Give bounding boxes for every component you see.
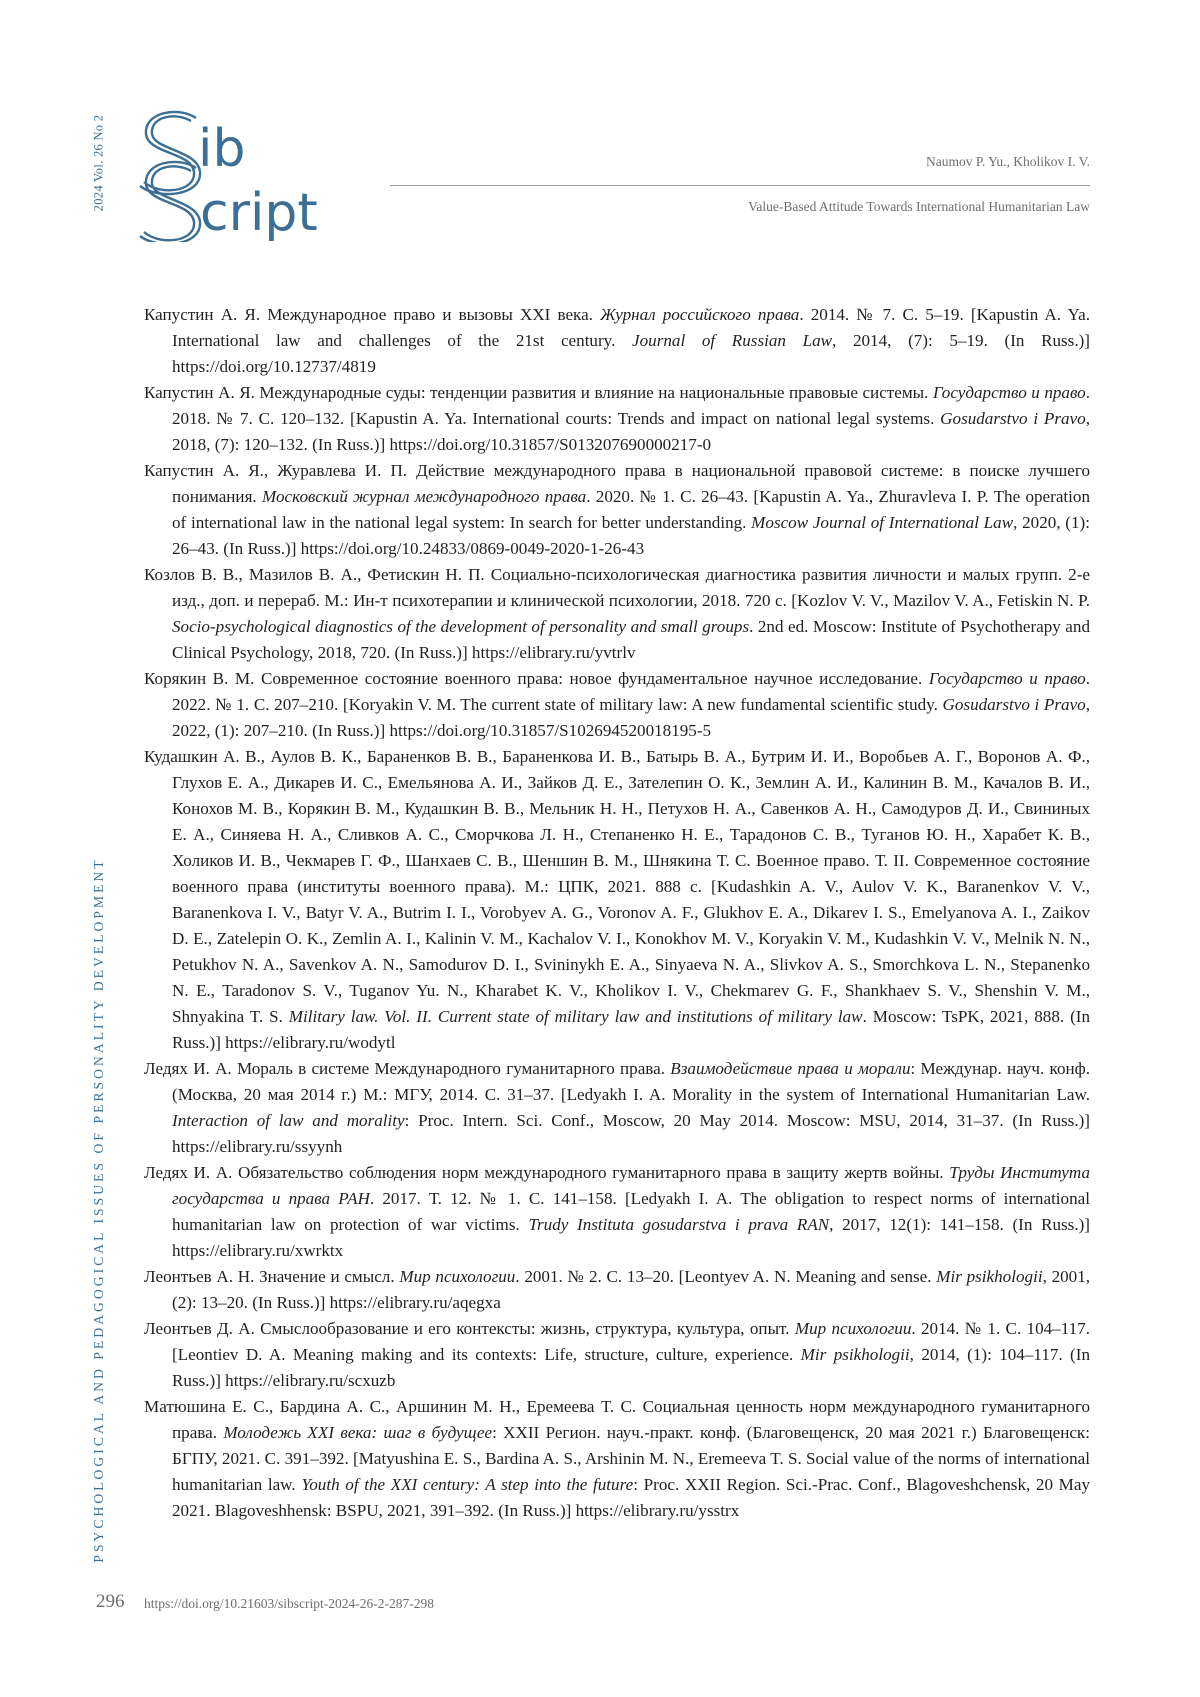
reference-italic: Interaction of law and morality: [172, 1111, 405, 1130]
reference-text: . 2014. № 7. С. 5–19. [Kapustin A. Ya. International law and challenges of the 21st century.: [172, 305, 1090, 350]
reference-text: . 2022. № 1. С. 207–210. [Koryakin V. M. The current state of military law: A new fundamental scientific study.: [172, 669, 1090, 714]
page-number: 296: [96, 1591, 125, 1612]
header-authors: Naumov P. Yu., Kholikov I. V.: [925, 154, 1090, 169]
reference-item: [144, 562, 1090, 666]
reference-text: : Proc. XXII Region. Sci.-Prac. Conf., Blagoveshchensk, 20 May 2021. Blagoveshhensk: BSPU, 2021, 391–392. (In Russ.)] https://elibrary.ru/ysstrx: [172, 1475, 1090, 1520]
reference-text: : Междунар. науч. конф. (Москва, 20 мая 2014 г.) М.: МГУ, 2014. С. 31–37. [Ledyakh I. A. Morality in the system of International Humanitarian Law.: [172, 1059, 1090, 1104]
volume-text: 2024 Vol. 26 No 2: [91, 114, 106, 212]
reference-text: , 2020, (1): 26–43. (In Russ.)] https://doi.org/10.24833/0869-0049-2020-1-26-43: [172, 513, 1090, 558]
reference-italic: Труды Института государства и права РАН: [172, 1163, 1090, 1208]
reference-item: [144, 666, 1090, 744]
reference-text: , 2017, 12(1): 141–158. (In Russ.)] https://elibrary.ru/xwrktx: [172, 1215, 1090, 1260]
reference-item: [144, 380, 1090, 458]
journal-section-text: PSYCHOLOGICAL AND PEDAGOGICAL ISSUES OF PERSONALITY DEVELOPMENT: [91, 857, 106, 1563]
reference-item: [144, 302, 1090, 380]
reference-text: Матюшина Е. С., Бардина А. С., Аршинин М. Н., Еремеева Т. С. Социальная ценность норм международного гуманитарного права.: [144, 1397, 1090, 1442]
logo-cript: cript: [200, 183, 318, 242]
reference-item: [144, 1056, 1090, 1160]
reference-italic: Mir psikhologii: [936, 1267, 1043, 1286]
reference-text: Леонтьев А. Н. Значение и смысл.: [144, 1267, 400, 1286]
reference-italic: Youth of the XXI century: A step into the future: [301, 1475, 634, 1494]
reference-italic: Мир психологии: [794, 1319, 912, 1338]
reference-italic: Moscow Journal of International Law: [751, 513, 1014, 532]
header-divider: [390, 185, 1090, 186]
reference-text: , 2022, (1): 207–210. (In Russ.)] https://doi.org/10.31857/S102694520018195-5: [172, 695, 1090, 740]
reference-text: . 2001. № 2. С. 13–20. [Leontyev A. N. Meaning and sense.: [515, 1267, 937, 1286]
reference-italic: Mir psikhologii: [800, 1345, 910, 1364]
reference-text: . 2017. Т. 12. № 1. С. 141–158. [Ledyakh I. A. The obligation to respect norms of international humanitarian law on protection of war victims.: [172, 1189, 1090, 1234]
reference-text: Леонтьев Д. А. Смыслообразование и его контексты: жизнь, структура, культура, опыт.: [144, 1319, 795, 1338]
reference-text: : Proc. Intern. Sci. Conf., Moscow, 20 May 2014. Moscow: MSU, 2014, 31–37. (In Russ.)] https://elibrary.ru/ssyynh: [172, 1111, 1090, 1156]
references-list: [144, 302, 1090, 1524]
reference-text: Капустин А. Я. Международные суды: тенденции развития и влияние на национальные правовые системы.: [144, 383, 933, 402]
reference-text: Корякин В. М. Современное состояние военного права: новое фундаментальное научное исследование.: [144, 669, 929, 688]
reference-text: Козлов В. В., Мазилов В. А., Фетискин Н. П. Социально-психологическая диагностика развития личности и малых групп. 2-е изд., доп. и перераб. М.: Ин-т психотерапии и клинической психологии, 2018. 720 с. [Kozlov V. V., Mazilov V. A., Fetiskin N. P.: [144, 565, 1090, 610]
reference-text: Ледях И. А. Обязательство соблюдения норм международного гуманитарного права в защиту жертв войны.: [144, 1163, 950, 1182]
reference-text: . 2018. № 7. С. 120–132. [Kapustin A. Ya. International courts: Trends and impact on national legal systems.: [172, 383, 1090, 428]
reference-item: [144, 1264, 1090, 1316]
reference-text: , 2014, (1): 104–117. (In Russ.)] https://elibrary.ru/scxuzb: [172, 1345, 1090, 1390]
reference-italic: Trudy Instituta gosudarstva i prava RAN: [528, 1215, 830, 1234]
reference-italic: Мир психологии: [399, 1267, 516, 1286]
volume-label: [86, 108, 112, 218]
sibscript-logo: [138, 108, 368, 242]
reference-italic: Журнал российского права: [600, 305, 800, 324]
reference-text: , 2014, (7): 5–19. (In Russ.)] https://doi.org/10.12737/4819: [172, 331, 1090, 376]
reference-item: [144, 1394, 1090, 1524]
reference-text: . Moscow: TsPK, 2021, 888. (In Russ.)] https://elibrary.ru/wodytl: [172, 1007, 1090, 1052]
reference-item: [144, 744, 1090, 1056]
reference-item: [144, 1316, 1090, 1394]
reference-text: . 2nd ed. Moscow: Institute of Psychotherapy and Clinical Psychology, 2018, 720. (In Russ.)] https://elibrary.ru/yvtrlv: [172, 617, 1090, 662]
reference-italic: Молодежь XXI века: шаг в будущее: [223, 1423, 493, 1442]
reference-item: [144, 458, 1090, 562]
footer-doi: https://doi.org/10.21603/sibscript-2024-26-2-287-298: [144, 1596, 434, 1611]
reference-italic: Gosudarstvo i Pravo: [940, 409, 1086, 428]
reference-text: Капустин А. Я. Международное право и вызовы XXI века.: [144, 305, 601, 324]
journal-section-label: [86, 800, 112, 1620]
reference-italic: Journal of Russian Law: [632, 331, 833, 350]
reference-italic: Взаимодействие права и морали: [670, 1059, 911, 1078]
reference-item: [144, 1160, 1090, 1264]
reference-italic: Gosudarstvo i Pravo: [942, 695, 1086, 714]
reference-text: : XXII Регион. науч.-практ. конф. (Благовещенск, 20 мая 2021 г.) Благовещенск: БГПУ, 2021. С. 391–392. [Matyushina E. S., Bardina A. S., Arshinin M. N., Eremeeva T. S. Social value of the norms of international humanitarian law.: [172, 1423, 1090, 1494]
logo-ib: ib: [198, 119, 246, 179]
reference-italic: Military law. Vol. II. Current state of military law and institutions of military law: [288, 1007, 863, 1026]
reference-text: , 2018, (7): 120–132. (In Russ.)] https://doi.org/10.31857/S013207690000217-0: [172, 409, 1090, 454]
reference-text: Ледях И. А. Мораль в системе Международного гуманитарного права.: [144, 1059, 671, 1078]
reference-text: , 2001, (2): 13–20. (In Russ.)] https://elibrary.ru/aqegxa: [172, 1267, 1091, 1312]
sibscript-logo-graphic: [138, 108, 368, 242]
reference-text: Капустин А. Я., Журавлева И. П. Действие международного права в национальной правовой системе: в поиске лучшего понимания.: [144, 461, 1090, 506]
reference-italic: Socio-psychological diagnostics of the development of personality and small groups: [172, 617, 750, 636]
reference-italic: Государство и право: [932, 383, 1086, 402]
reference-italic: Государство и право: [928, 669, 1086, 688]
reference-text: . 2020. № 1. С. 26–43. [Kapustin A. Ya., Zhuravleva I. P. The operation of international law in the national legal system: In search for better understanding.: [172, 487, 1090, 532]
reference-text: . 2014. № 1. С. 104–117. [Leontiev D. A. Meaning making and its contexts: Life, structure, culture, experience.: [172, 1319, 1090, 1364]
header-article-title: Value-Based Attitude Towards International Humanitarian Law: [748, 199, 1090, 214]
reference-text: Кудашкин А. В., Аулов В. К., Бараненков В. В., Бараненкова И. В., Батырь В. А., Бутрим И. И., Воробьев А. Г., Воронов А. Ф., Глухов Е. А., Дикарев И. С., Емельянова А. И., Зайков Д. Е., Зателепин О. К., Землин А. И., Калинин В. М., Качалов В. И., Конохов М. В., Корякин В. М., Кудашкин В. В., Мельник Н. Н., Петухов Н. А., Савенков А. Н., Самодуров Д. И., Свининых Е. А., Синяева Н. А., Сливков А. С., Сморчкова Л. Н., Степаненко Н. Е., Тарадонов С. В., Туганов Ю. Н., Харабет К. В., Холиков И. В., Чекмарев Г. Ф., Шанхаев С. В., Шеншин В. М., Шнякина Т. С. Военное право. Т. II. Современное состояние военного права (институты военного права). М.: ЦПК, 2021. 888 с. [Kudashkin A. V., Aulov V. K., Baranenkov V. V., Baranenkova I. V., Batyr V. A., Butrim I. I., Vorobyev A. G., Voronov A. F., Glukhov E. A., Dikarev I. S., Emelyanova A. I., Zaikov D. E., Zatelepin O. K., Zemlin A. I., Kalinin V. M., Kachalov V. I., Konokhov M. V., Koryakin V. M., Kudashkin V. V., Melnik N. N., Petukhov N. A., Savenkov A. N., Samodurov D. I., Svininykh E. A., Sinyaeva N. A., Slivkov A. S., Smorchkova L. N., Stepanenko N. E., Taradonov S. V., Tuganov Yu. N., Kharabet K. V., Kholikov I. V., Chekmarev G. F., Shankhaev S. V., Shenshin V. M., Shnyakina T. S.: [144, 747, 1090, 1026]
reference-italic: Московский журнал международного права: [261, 487, 587, 506]
